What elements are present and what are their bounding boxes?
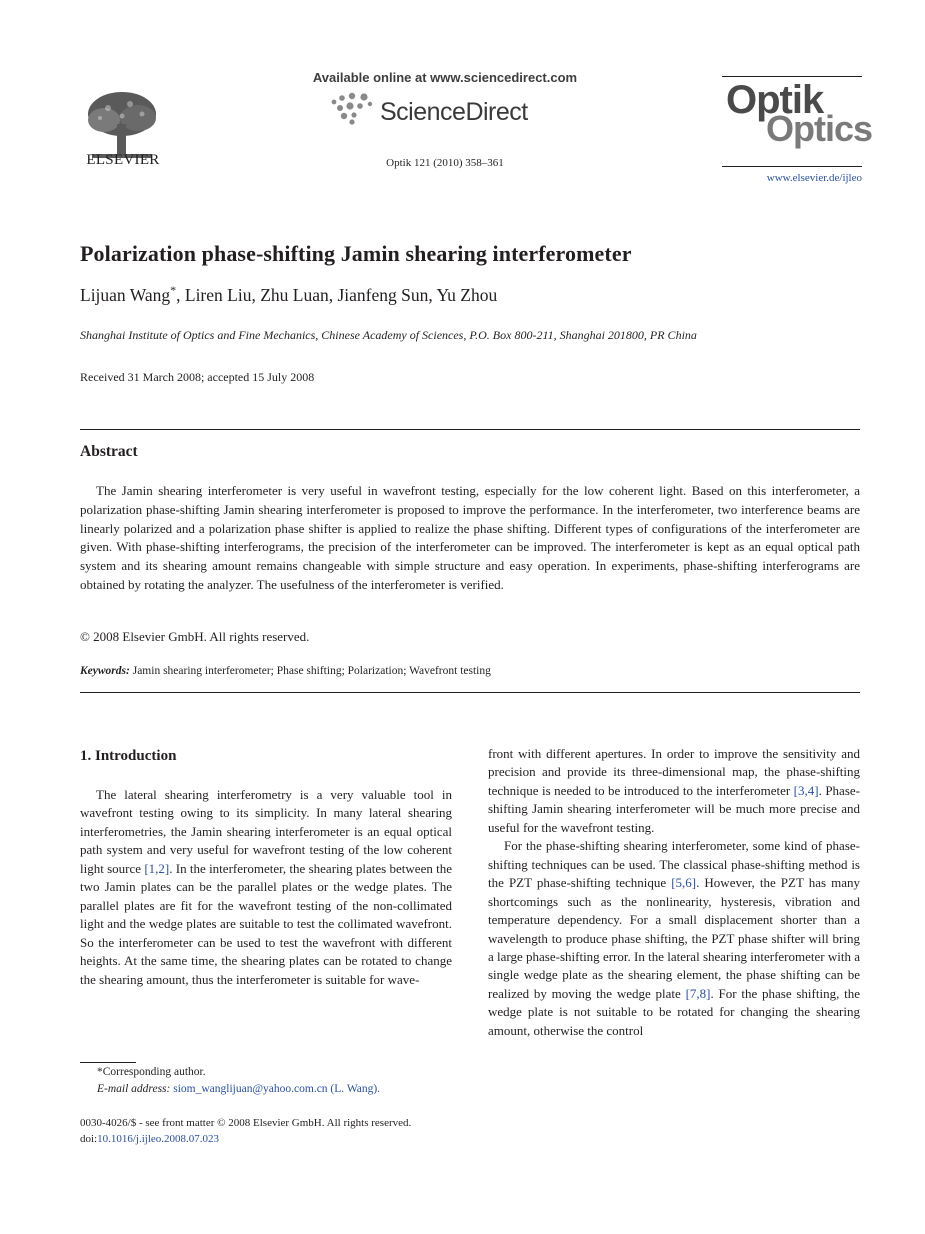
sciencedirect-dots-icon (328, 92, 376, 126)
abstract-bottom-rule (80, 692, 860, 693)
other-authors: , Liren Liu, Zhu Luan, Jianfeng Sun, Yu Zhou (176, 284, 498, 305)
intro-left-text-a: The lateral shearing interferometry is a very valuable tool in wavefront testing owing to its simplicity. In many lateral shearing interferometries, the Jamin shearing interferometer is an equal optical path system and very useful for wavefront testing of the low coherent light source (80, 787, 452, 876)
intro-right-text-2b: . However, the PZT has many shortcomings such as the nonlinearity, hysteresis, vibration and temperature dependency. For a small displacement shorter than a wavelength to produce phase shifting, the PZT phase shifter will bring a large phase-shifting error. In the lateral shearing interferometer with a single wedge plate as the shearing element, the phase shifting can be realized by moving the wedge plate (488, 875, 860, 1001)
intro-right-text-1a: front with different apertures. In order to improve the sensitivity and precision and provide its three-dimensional map, the phase-shifting technique is needed to be introduced to the interferometer (488, 746, 860, 798)
intro-left-column (80, 786, 452, 989)
journal-brand-optik: Optik (726, 78, 824, 122)
doi-line (80, 1133, 219, 1145)
first-author: Lijuan Wang (80, 284, 171, 305)
available-online-text[interactable]: Available online at www.sciencedirect.com (312, 70, 578, 85)
intro-right-text-2c: . For the phase shifting, the wedge plate is not suitable to be rotated for changing the shearing amount, otherwise the control (488, 985, 860, 1038)
email-footnote (97, 1083, 380, 1095)
journal-citation: Optik 121 (2010) 358–361 (386, 157, 504, 169)
reference-link-3-4[interactable]: [3,4] (793, 782, 819, 798)
abstract-text: The Jamin shearing interferometer is very useful in wavefront testing, especially for the low coherent light. Based on this interferometer, a polarization phase-shifting Jamin shearing interferometer is proposed to improve the performance. In the interferometer, two interference beams are linearly polarized and a polarization phase shifter is applied to realize the phase shifting. Different types of configurations of the interferometer are given. With phase-shifting interferograms, the precision of the interferometer can be improved. The interferometer is kept as an equal optical path system and its shearing amount remains changeable with simple structure and easy operation. In experiments, phase-shifting interferograms are obtained by rotating the analyzer. The usefulness of the interferometer is verified. (80, 483, 860, 592)
email-owner: (L. Wang). (330, 1083, 381, 1095)
intro-right-paragraph-1 (488, 745, 860, 837)
keywords-line (80, 665, 491, 677)
journal-brand-bottom-rule (722, 166, 862, 167)
abstract-top-rule (80, 429, 860, 430)
email-link[interactable]: siom_wanglijuan@yahoo.com.cn (173, 1083, 328, 1095)
intro-right-column (488, 745, 860, 1040)
corresponding-author-note: *Corresponding author. (97, 1066, 206, 1078)
reference-link-5-6[interactable]: [5,6] (671, 875, 697, 891)
intro-right-text-2a: For the phase-shifting shearing interferometer, some kind of phase-shifting techniques can be used. The classical phase-shifting method is the PZT phase-shifting technique (488, 838, 860, 891)
intro-left-text-b: . In the interferometer, the shearing plates between the two Jamin plates can be the parallel plates or the wedge plates. The parallel plates are fit for the wavefront testing of the non-collimated light and the wedge plates are suitable to test the collimated wavefront. So the interferometer can be used to test the wavefront with different heights. At the same time, the shearing plates can be rotated to change the shearing amount, thus the interferometer is suitable for wave- (80, 860, 452, 987)
journal-brand-top-rule (722, 76, 862, 77)
author-affiliation: Shanghai Institute of Optics and Fine Mechanics, Chinese Academy of Sciences, P.O. Box 800-211, Shanghai 201800, PR China (80, 328, 697, 342)
intro-right-text-1b: . Phase-shifting Jamin shearing interferometer will be much more precise and useful for the wavefront testing. (488, 782, 860, 835)
author-list (80, 283, 497, 306)
intro-right-paragraph-2 (488, 837, 860, 1040)
doi-label: doi: (80, 1133, 98, 1145)
abstract-heading: Abstract (80, 443, 138, 460)
corresponding-author-mark[interactable]: * (170, 283, 177, 297)
section-heading-introduction: 1. Introduction (80, 748, 177, 764)
reference-link-1-2[interactable]: [1,2] (144, 860, 170, 876)
journal-brand-optics: Optics (766, 108, 873, 149)
journal-url-link[interactable]: www.elsevier.de/ijleo (766, 172, 862, 184)
doi-link[interactable]: 10.1016/j.ijleo.2008.07.023 (97, 1133, 220, 1145)
issn-front-matter: 0030-4026/$ - see front matter © 2008 Elsevier GmbH. All rights reserved. (80, 1117, 412, 1129)
keywords-list: Jamin shearing interferometer; Phase shifting; Polarization; Wavefront testing (132, 665, 491, 677)
article-title: Polarization phase-shifting Jamin shearing interferometer (80, 241, 632, 266)
footnote-rule (80, 1062, 136, 1063)
keywords-label: Keywords: (80, 665, 130, 677)
email-label: E-mail address: (97, 1083, 171, 1095)
reference-link-7-8[interactable]: [7,8] (685, 985, 711, 1001)
publisher-name: ELSEVIER (86, 152, 160, 168)
abstract-copyright: © 2008 Elsevier GmbH. All rights reserved. (80, 629, 310, 644)
sciencedirect-brand: ScienceDirect (380, 98, 528, 126)
article-dates: Received 31 March 2008; accepted 15 July 2008 (80, 370, 315, 384)
